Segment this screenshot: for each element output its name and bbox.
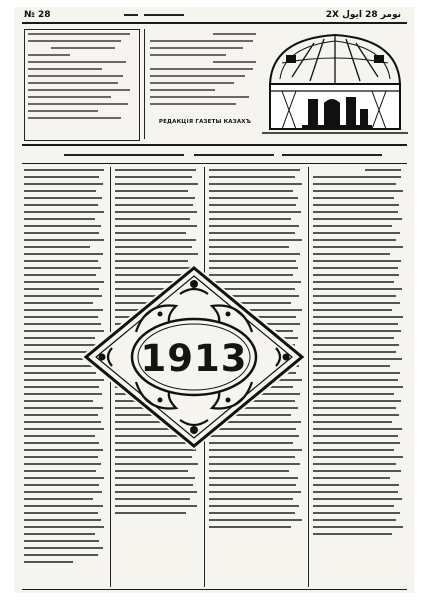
editorial-info-text	[150, 33, 258, 143]
masthead-rule	[22, 144, 407, 146]
header-rule	[22, 22, 407, 24]
subscription-text	[28, 33, 134, 143]
article-column-4	[313, 169, 405, 589]
issue-date: نومر 28 ايول 2X	[325, 10, 401, 20]
issue-number: № 28	[24, 10, 51, 20]
yurt-illustration-icon	[262, 29, 408, 139]
masthead-latin-title: РЕДАКЦІЯ ГАЗЕТЫ КАЗАХЪ	[158, 119, 252, 125]
newspaper-page	[14, 7, 415, 593]
year-emblem-text: 1913	[140, 337, 248, 380]
header-script-text	[124, 11, 204, 19]
masthead-subtitle-text	[24, 152, 405, 158]
